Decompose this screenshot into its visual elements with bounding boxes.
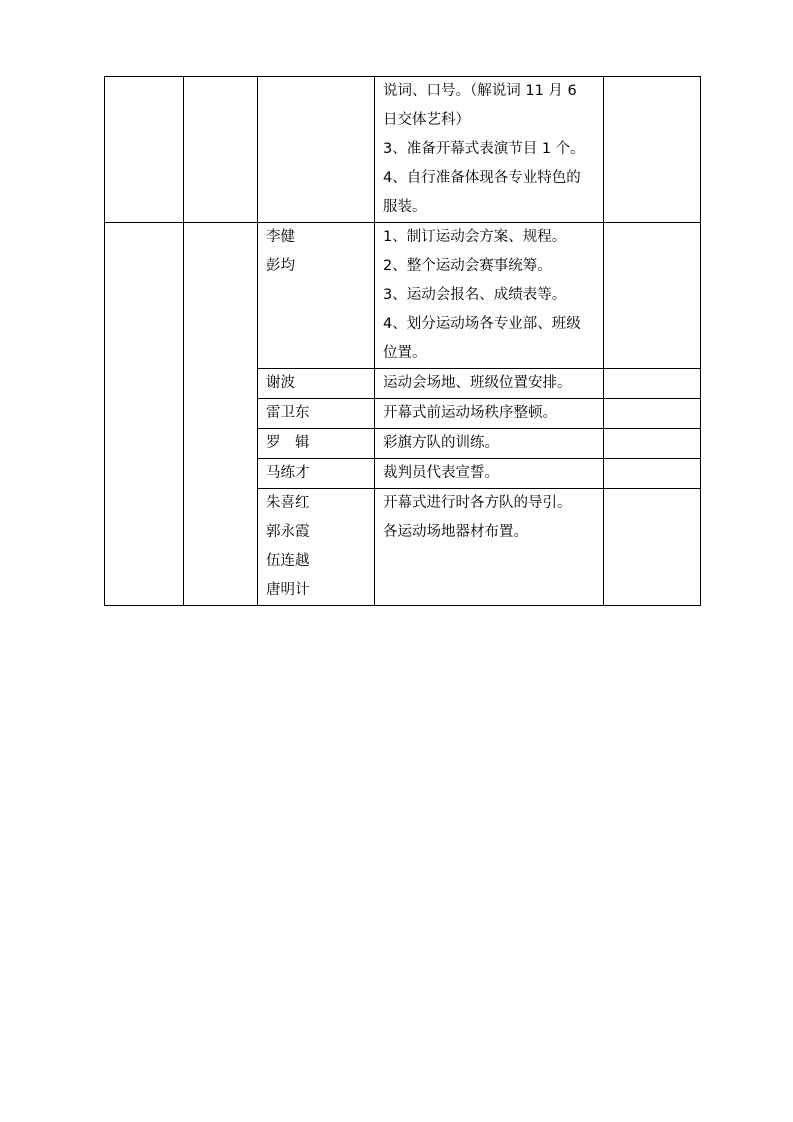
remark-cell — [604, 459, 701, 489]
assignment-table — [104, 76, 701, 606]
person-name: 伍连越 — [266, 553, 310, 569]
remark-cell — [604, 223, 701, 369]
task-line: 运动会场地、班级位置安排。 — [383, 375, 572, 391]
person-name: 郭永霞 — [266, 524, 310, 540]
remark-cell — [604, 429, 701, 459]
person-cell — [258, 369, 375, 399]
person-name: 马练才 — [266, 465, 310, 481]
task-line: 说词、口号。（解说词 11 月 6 — [383, 83, 577, 99]
task-cell — [375, 77, 604, 223]
person-name: 雷卫东 — [266, 405, 310, 421]
task-line: 各运动场地器材布置。 — [383, 524, 528, 540]
task-cell — [375, 459, 604, 489]
task-line: 彩旗方队的训练。 — [383, 435, 499, 451]
task-line: 服装。 — [383, 199, 427, 215]
person-cell — [258, 223, 375, 369]
task-line: 4、划分运动场各专业部、班级 — [383, 316, 581, 332]
task-cell — [375, 399, 604, 429]
task-line: 1、制订运动会方案、规程。 — [383, 229, 567, 245]
task-cell — [375, 489, 604, 606]
remark-cell — [604, 399, 701, 429]
person-name: 李健 — [266, 229, 295, 245]
person-name: 罗 辑 — [266, 435, 310, 451]
person-cell — [258, 489, 375, 606]
remark-cell — [604, 489, 701, 606]
leader-cell — [184, 77, 258, 223]
person-cell — [258, 77, 375, 223]
task-line: 3、运动会报名、成绩表等。 — [383, 287, 567, 303]
task-line: 位置。 — [383, 345, 427, 361]
person-cell — [258, 399, 375, 429]
person-name: 谢波 — [266, 375, 295, 391]
category-cell — [105, 77, 184, 223]
task-line: 2、整个运动会赛事统筹。 — [383, 258, 552, 274]
person-cell — [258, 459, 375, 489]
table-row — [105, 223, 701, 369]
task-cell — [375, 369, 604, 399]
task-line: 开幕式进行时各方队的导引。 — [383, 495, 572, 511]
task-line: 3、准备开幕式表演节目 1 个。 — [383, 141, 585, 157]
task-cell — [375, 429, 604, 459]
person-cell — [258, 429, 375, 459]
task-line: 4、自行准备体现各专业特色的 — [383, 170, 581, 186]
task-line: 裁判员代表宣誓。 — [383, 465, 499, 481]
task-line: 日交体艺科） — [383, 112, 470, 128]
task-line: 开幕式前运动场秩序整顿。 — [383, 405, 557, 421]
person-name: 唐明计 — [266, 582, 310, 598]
leader-cell — [184, 223, 258, 606]
remark-cell — [604, 77, 701, 223]
person-name: 朱喜红 — [266, 495, 310, 511]
task-cell — [375, 223, 604, 369]
category-cell — [105, 223, 184, 606]
remark-cell — [604, 369, 701, 399]
table-row — [105, 77, 701, 223]
person-name: 彭均 — [266, 258, 295, 274]
